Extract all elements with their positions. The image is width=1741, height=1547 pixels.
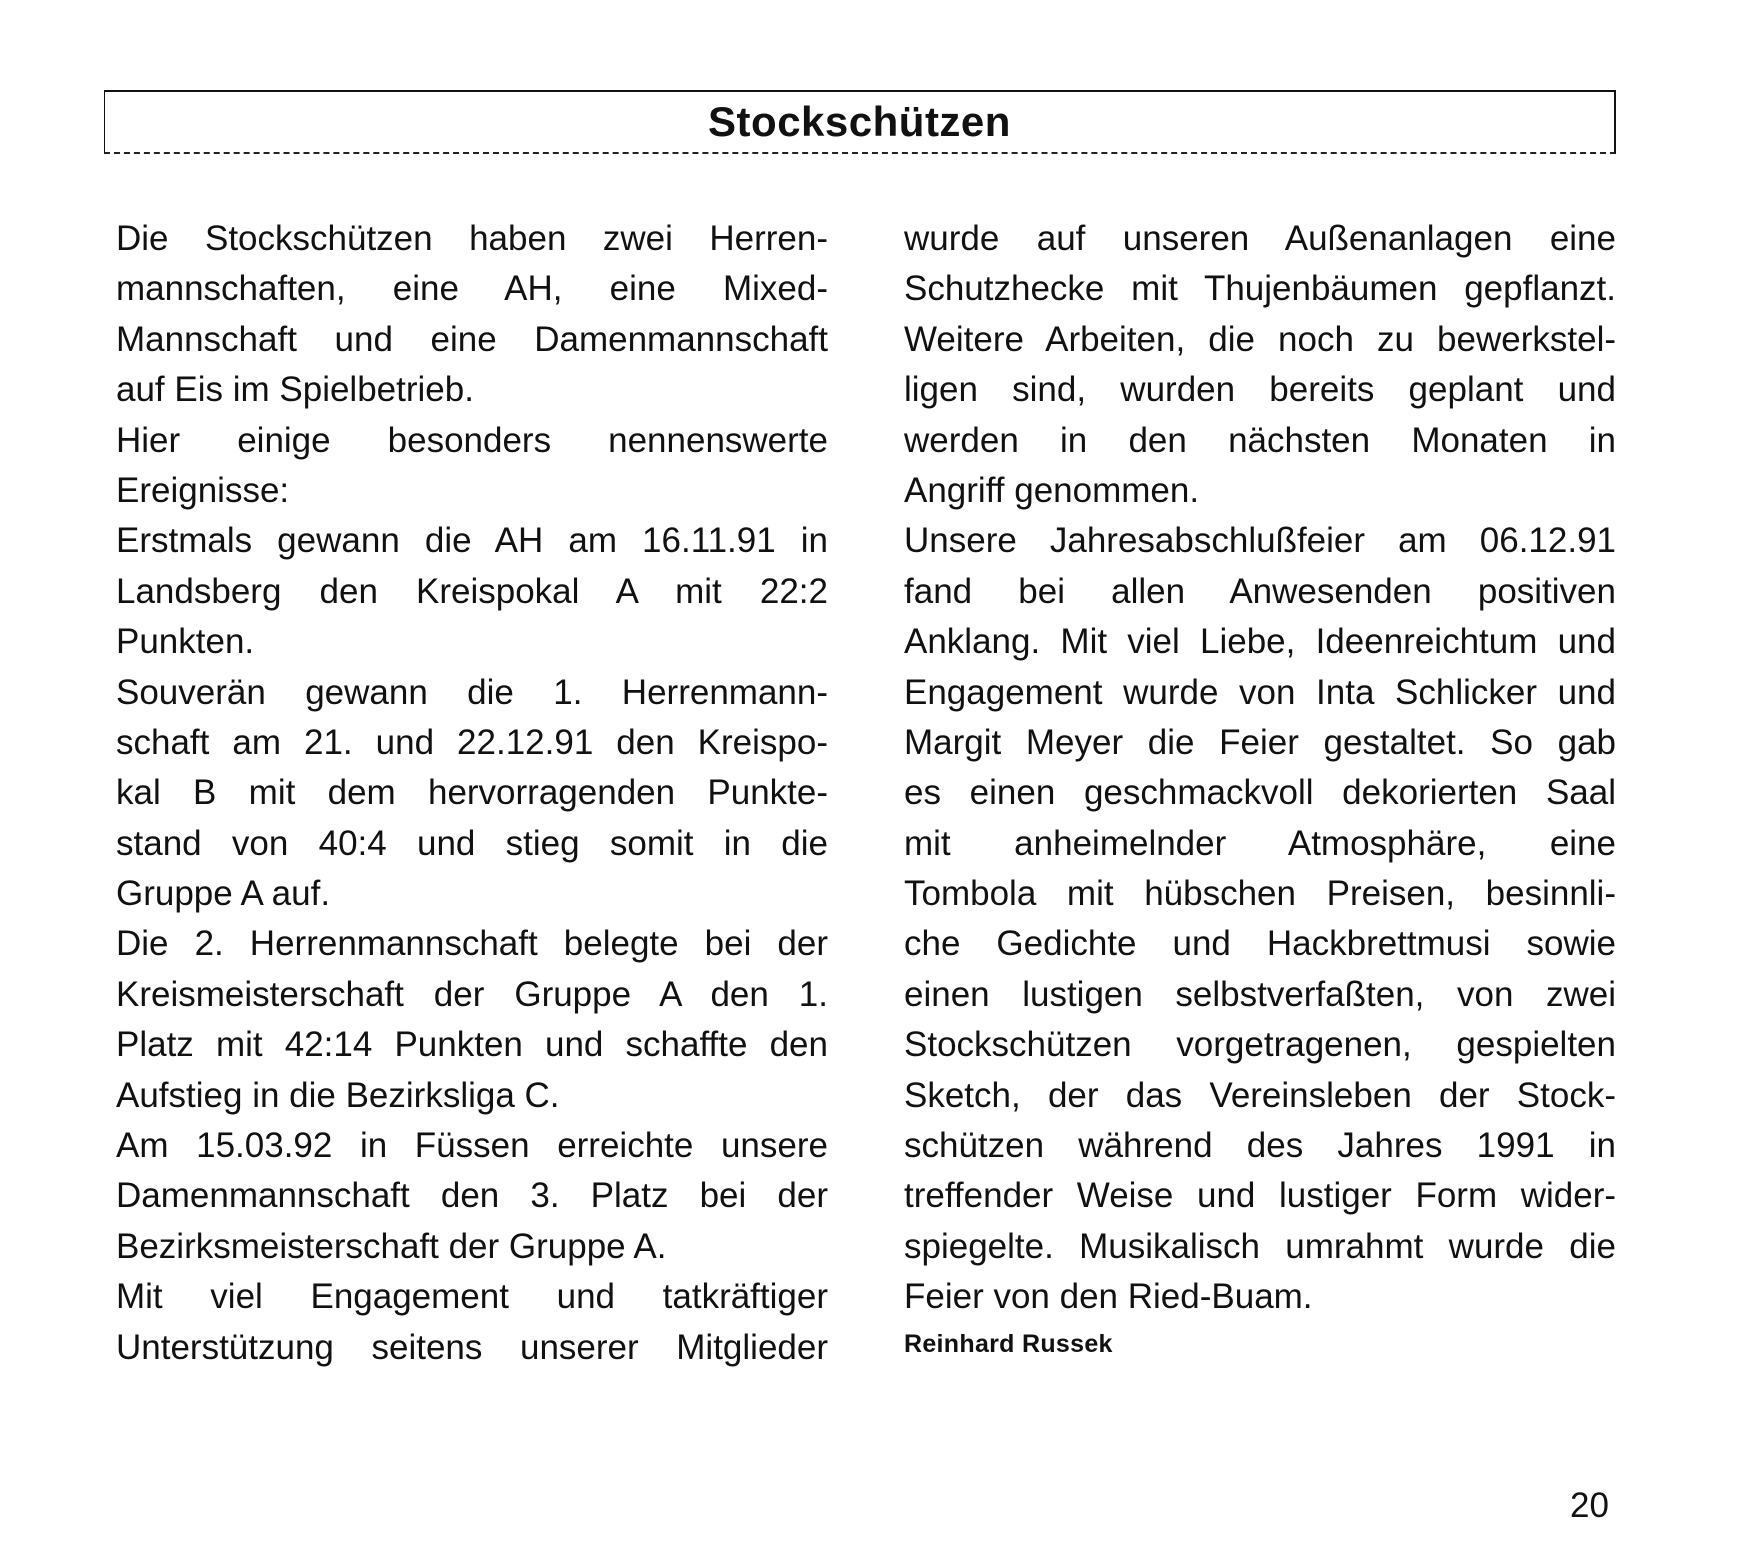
text-line: spiegelte. Musikalisch umrahmt wurde die [904, 1226, 1616, 1266]
text-line: mannschaften, eine AH, eine Mixed- [116, 269, 828, 309]
text-line: Sketch, der das Vereinsleben der Stock- [904, 1075, 1616, 1115]
text-line: Punkten. [116, 622, 255, 662]
text-line: Weitere Arbeiten, die noch zu bewerkstel- [904, 319, 1616, 359]
text-line: Damenmannschaft den 3. Platz bei der [116, 1176, 828, 1216]
page-number: 20 [1570, 1486, 1609, 1525]
text-line: Kreismeisterschaft der Gruppe A den 1. [116, 974, 828, 1014]
text-line: fand bei allen Anwesenden positiven [904, 571, 1616, 611]
text-line: Ereignisse: [116, 470, 290, 510]
text-line: Gruppe A auf. [116, 874, 331, 914]
text-line: Bezirksmeisterschaft der Gruppe A. [116, 1226, 667, 1266]
text-line: Unsere Jahresabschlußfeier am 06.12.91 [904, 521, 1616, 561]
text-line: Die 2. Herrenmannschaft belegte bei der [116, 924, 828, 964]
text-line: treffender Weise und lustiger Form wider- [904, 1176, 1616, 1216]
text-line: Unterstützung seitens unserer Mitglieder [116, 1327, 828, 1367]
text-line: Margit Meyer die Feier gestaltet. So gab [904, 722, 1616, 762]
text-line: Mannschaft und eine Damenmannschaft [116, 319, 828, 359]
text-line: Landsberg den Kreispokal A mit 22:2 [116, 571, 828, 611]
text-line: schützen während des Jahres 1991 in [904, 1126, 1616, 1166]
text-line: einen lustigen selbstverfaßten, von zwei [904, 974, 1616, 1014]
title-box [104, 90, 1616, 154]
text-line: Erstmals gewann die AH am 16.11.91 in [116, 521, 828, 561]
text-line: Tombola mit hübschen Preisen, besinnli- [904, 874, 1616, 914]
text-line: werden in den nächsten Monaten in [904, 420, 1616, 460]
page-title: Stockschützen [708, 98, 1011, 145]
text-line: Stockschützen vorgetragenen, gespielten [904, 1025, 1616, 1065]
text-line: Am 15.03.92 in Füssen erreichte unsere [116, 1126, 828, 1166]
text-line: Die Stockschützen haben zwei Herren- [116, 219, 828, 258]
text-line: Souverän gewann die 1. Herrenmann- [116, 672, 828, 712]
text-line: ligen sind, wurden bereits geplant und [904, 370, 1616, 410]
text-line: Hier einige besonders nennenswerte [116, 420, 828, 460]
left-column [116, 214, 828, 1373]
text-line: es einen geschmackvoll dekorierten Saal [904, 773, 1616, 813]
text-line: Engagement wurde von Inta Schlicker und [904, 672, 1616, 712]
text-line: stand von 40:4 und stieg somit in die [116, 823, 828, 863]
right-column [904, 214, 1616, 1323]
author-signature: Reinhard Russek [904, 1330, 1113, 1358]
text-line: Feier von den Ried-Buam. [904, 1277, 1313, 1317]
text-line: wurde auf unseren Außenanlagen eine [904, 219, 1616, 258]
text-line: schaft am 21. und 22.12.91 den Kreispo- [116, 722, 828, 762]
text-line: che Gedichte und Hackbrettmusi sowie [904, 924, 1616, 964]
text-line: kal B mit dem hervorragenden Punkte- [116, 773, 828, 813]
text-line: Aufstieg in die Bezirksliga C. [116, 1075, 560, 1115]
text-line: Mit viel Engagement und tatkräftiger [116, 1277, 828, 1317]
text-line: Anklang. Mit viel Liebe, Ideenreichtum und [904, 622, 1616, 662]
text-line: Platz mit 42:14 Punkten und schaffte den [116, 1025, 828, 1065]
text-line: Angriff genommen. [904, 470, 1200, 510]
text-line: auf Eis im Spielbetrieb. [116, 370, 474, 410]
text-line: Schutzhecke mit Thujenbäumen gepflanzt. [904, 269, 1616, 309]
text-line: mit anheimelnder Atmosphäre, eine [904, 823, 1616, 863]
